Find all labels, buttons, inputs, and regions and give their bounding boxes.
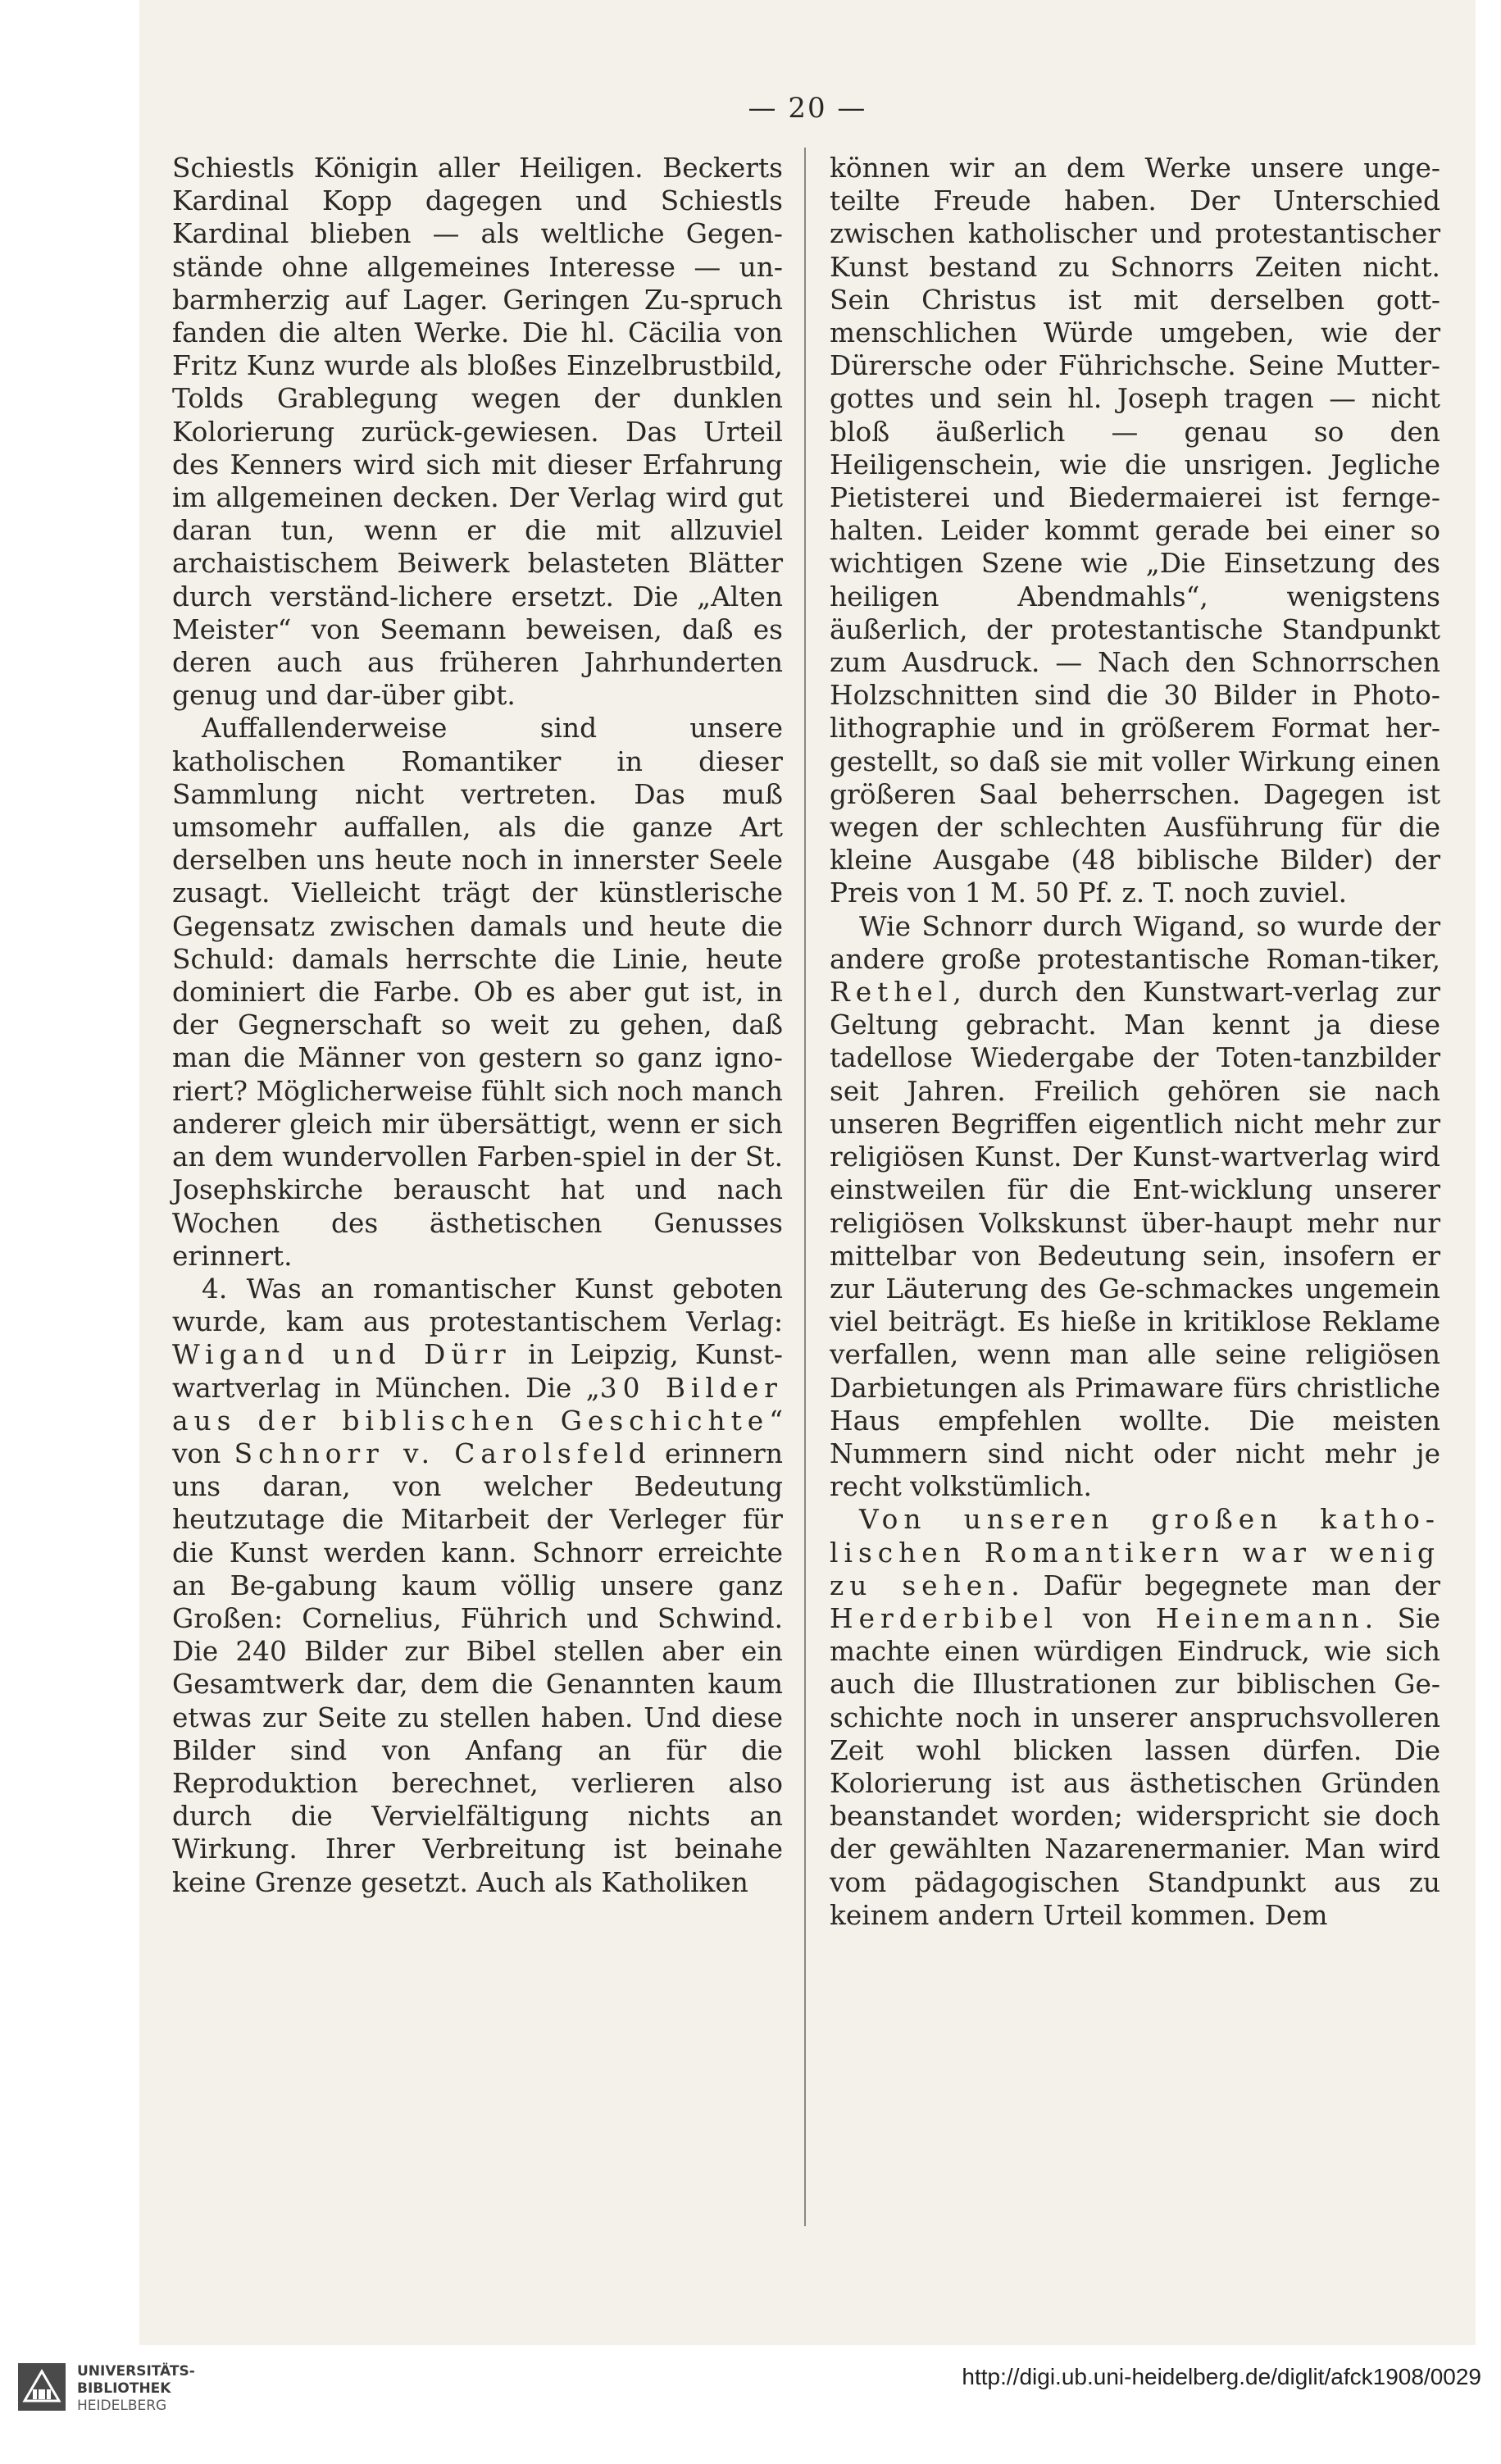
paragraph (830, 910, 1440, 1504)
text-run: , durch den Kunstwart-verlag zur Geltung gebracht. Man kennt ja diese tadellose Wiedergabe der Toten-tanzbilder seit Jahren. Freilich gehören sie nach unseren Begriffen eigentlich nicht mehr zur religiösen Kunst. Der Kunst-wartverlag wird einstweilen für die Ent-wicklung unserer religiösen Volkskunst über-haupt mehr nur mittelbar von Bedeutung sein, insofern er zur Läuterung des Ge-schmackes ungemein viel beiträgt. Es hieße in kritiklose Reklame verfallen, wenn man alle seine religiösen Darbietungen als Primaware fürs christliche Haus empfehlen wollte. Die meisten Nummern sind nicht oder nicht mehr je recht volkstümlich. (830, 977, 1440, 1503)
footer (0, 2345, 1501, 2464)
text-run: Wie Schnorr durch Wigand, so wurde der andere große protestantische Roman-tiker, (830, 910, 1440, 975)
emphasized-text: Von unseren großen katho-lischen Romantikern war wenig zu sehen (830, 1504, 1440, 1601)
emphasized-text: Schnorr v. Carolsfeld (234, 1437, 652, 1469)
paragraph: Auffallenderweise sind unsere katholischen Romantiker in dieser Sammlung nicht vertreten. Das muß umsomehr auffallen, als die ganze Art derselben uns heute noch in innerster Seele zusagt. Vielleicht trägt der künstlerische Gegensatz zwischen damals und heute die Schuld: damals herrschte die Linie, heute dominiert die Farbe. Ob es aber gut ist, in der Gegnerschaft so weit zu gehen, daß man die Männer von gestern so ganz igno-riert? Möglicherweise fühlt sich noch manch anderer gleich mir übersättigt, wenn er sich an dem wundervollen Farben-spiel in der St. Josephskirche berauscht hat und nach Wochen des ästhetischen Genusses erinnert. (172, 713, 783, 1272)
emphasized-text: 30 Bilder aus der biblischen Geschichte (172, 1372, 783, 1437)
text-run: von (1058, 1602, 1156, 1634)
emphasized-text: Wigand und Dürr (172, 1339, 512, 1371)
university-library-logo-icon (16, 2362, 67, 2412)
library-name-line: HEIDELBERG (77, 2398, 167, 2414)
emphasized-text: Heinemann (1155, 1602, 1365, 1634)
paragraph: können wir an dem Werke unsere unge-teilte Freude haben. Der Unterschied zwischen katholischer und protestantischer Kunst bestand zu Schnorrs Zeiten nicht. Sein Christus ist mit derselben gott-menschlichen Würde umgeben, wie der Dürersche oder Führichsche. Seine Mutter-gottes und sein hl. Joseph tragen — nicht bloß äußerlich — genau so den Heiligenschein, wie die unsrigen. Jegliche Pietisterei und Biedermaierei ist fernge-halten. Leider kommt gerade bei einer so wichtigen Szene wie „Die Einsetzung des heiligen Abendmahls“, wenigstens äußerlich, der protestantische Standpunkt zum Ausdruck. — Nach den Schnorrschen Holzschnitten sind die 30 Bilder in Photo-lithographie und in größerem Format her-gestellt, so daß sie mit voller Wirkung einen größeren Saal beherrschen. Dagegen ist wegen der schlechten Ausführung für die kleine Ausgabe (48 biblische Bilder) der Preis von 1 M. 50 Pf. z. T. noch zuviel. (830, 153, 1440, 909)
paragraph (830, 1503, 1440, 1932)
library-name-line: BIBLIOTHEK (77, 2380, 171, 2397)
left-column (172, 152, 783, 1899)
paragraph (172, 1273, 783, 1899)
text-run: . Dafür begegnete man der (1011, 1569, 1440, 1601)
text-run: “ von (172, 1405, 783, 1469)
right-column (830, 152, 1440, 1932)
text-run: 4. Was an romantischer Kunst geboten wurde, kam aus protestantischem Verlag: (172, 1273, 783, 1338)
library-name-line: UNIVERSITÄTS- (77, 2363, 195, 2380)
source-url-link[interactable]: http://digi.ub.uni-heidelberg.de/diglit/afck1908/0029 (962, 2364, 1481, 2389)
page-number: — 20 — (748, 92, 867, 125)
column-divider (804, 148, 806, 2226)
scanned-page (139, 0, 1476, 2345)
emphasized-text: Rethel (830, 977, 953, 1009)
text-run: erinnern uns daran, von welcher Bedeutung heutzutage die Mitarbeit der Verleger für die Kunst werden kann. Schnorr erreichte an Be-gabung kaum völlig unsere ganz Großen: Cornelius, Führich und Schwind. Die 240 Bilder zur Bibel stellen aber ein Gesamtwerk dar, dem die Genannten kaum etwas zur Seite zu stellen haben. Und diese Bilder sind von Anfang an für die Reproduktion berechnet, verlieren also durch die Vervielfältigung nichts an Wirkung. Ihrer Verbreitung ist beinahe keine Grenze gesetzt. Auch als Katholiken (172, 1437, 783, 1898)
emphasized-text: Herderbibel (830, 1602, 1059, 1634)
paragraph: Schiestls Königin aller Heiligen. Beckerts Kardinal Kopp dagegen und Schiestls Kardinal blieben — als weltliche Gegen-stände ohne allgemeines Interesse — un-barmherzig auf Lager. Geringen Zu-spruch fanden die alten Werke. Die hl. Cäcilia von Fritz Kunz wurde als bloßes Einzelbrustbild, Tolds Grablegung wegen der dunklen Kolorierung zurück-gewiesen. Das Urteil des Kenners wird sich mit dieser Erfahrung im allgemeinen decken. Der Verlag wird gut daran tun, wenn er die mit allzuviel archaistischem Beiwerk belasteten Blätter durch verständ-lichere ersetzt. Die „Alten Meister“ von Seemann beweisen, daß es deren auch aus früheren Jahrhunderten genug und dar-über gibt. (172, 153, 783, 712)
library-name (77, 2363, 195, 2415)
text-run: in Leipzig, Kunst-wartverlag in München. Die „ (172, 1339, 783, 1404)
text-run: . Sie machte einen würdigen Eindruck, wie sich auch die Illustrationen zur biblischen Ge-schichte noch in unserer anspruchsvolleren Zeit wohl blicken lassen dürfen. Die Kolorierung ist aus ästhetischen Gründen beanstandet worden; widerspricht sie doch der gewählten Nazarenermanier. Man wird vom pädagogischen Standpunkt aus zu keinem andern Urteil kommen. Dem (830, 1602, 1441, 1931)
